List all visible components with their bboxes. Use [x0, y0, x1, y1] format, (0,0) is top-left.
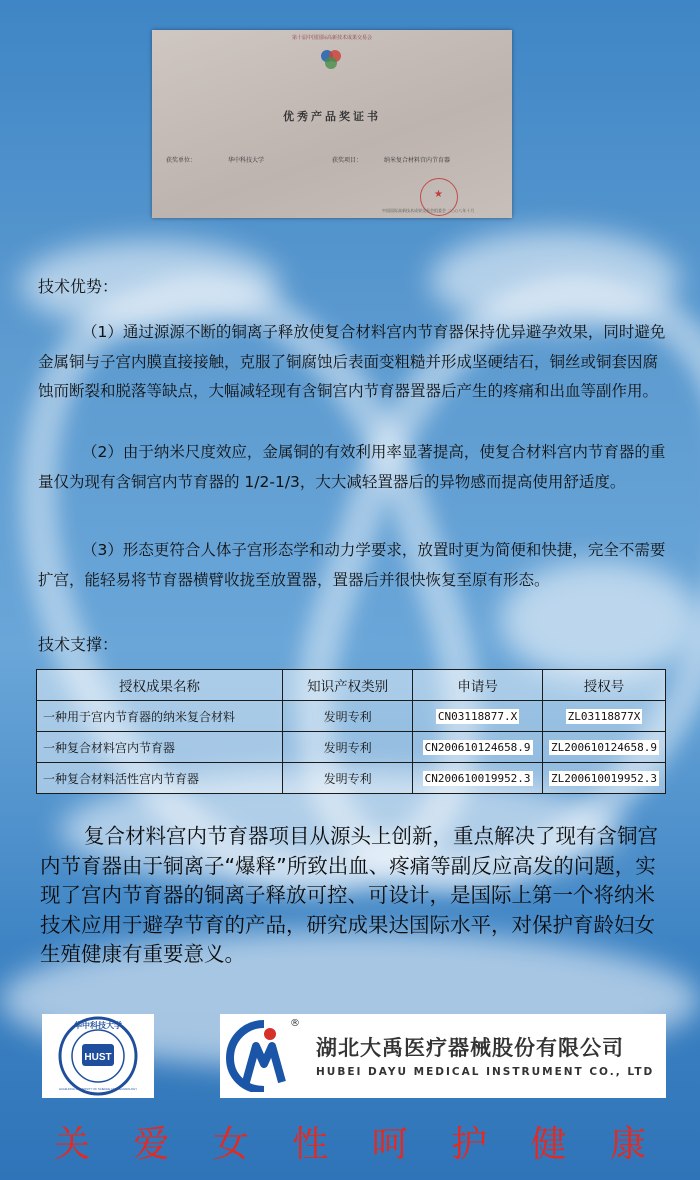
- slogan-char: 性: [292, 1124, 329, 1165]
- award-certificate: [152, 30, 512, 218]
- table-header-row: [37, 670, 666, 701]
- patent-category: 发明专利: [283, 701, 413, 732]
- certificate-title: 优秀产品奖证书: [283, 110, 381, 123]
- support-heading: 技术支撑：: [38, 635, 119, 654]
- grant-number-cell: [543, 701, 666, 732]
- fair-logo-icon: [319, 48, 343, 70]
- patent-category: 发明专利: [283, 732, 413, 763]
- application-number-cell: [413, 701, 543, 732]
- grant-number: ZL03118877X: [567, 710, 641, 723]
- slogan-char: 护: [451, 1124, 488, 1165]
- grant-number-cell: [543, 732, 666, 763]
- dayu-emblem-icon: [226, 1020, 302, 1092]
- application-number-cell: [413, 763, 543, 794]
- slogan-char: 关: [54, 1124, 91, 1165]
- hust-name-en: HUAZHONG UNIVERSITY OF SCIENCE AND TECHNOLOGY: [58, 1087, 138, 1091]
- certificate-project-value: 纳米复合材料宫内节育器: [384, 157, 451, 164]
- company-name: 湖北大禹医疗器械股份有限公司: [316, 1036, 624, 1060]
- certificate-unit-label: 获奖单位：: [166, 157, 197, 164]
- grant-number: ZL200610019952.3: [551, 772, 657, 785]
- slogan-char: 女: [212, 1124, 249, 1165]
- slogan-char: 健: [530, 1124, 567, 1165]
- company-name-en: HUBEI DAYU MEDICAL INSTRUMENT CO., LTD: [316, 1066, 655, 1078]
- certificate-unit-value: 华中科技大学: [228, 157, 265, 164]
- table-row: [37, 732, 666, 763]
- patent-category: 发明专利: [283, 763, 413, 794]
- grant-number-cell: [543, 763, 666, 794]
- hust-name-cn: 华中科技大学: [74, 1020, 122, 1030]
- registered-mark: ®: [290, 1018, 300, 1029]
- advantage-item-1: （1）通过源源不断的铜离子释放使复合材料宫内节育器保持优异避孕效果，同时避免金属铜与子宫内膜直接接触，克服了铜腐蚀后表面变粗糙并形成坚硬结石，铜丝或铜套因腐蚀而断裂和脱落等缺点，大幅减轻现有含铜宫内节育器置器后产生的疼痛和出血等副作用。: [38, 323, 666, 400]
- column-header: 知识产权类别: [283, 670, 413, 701]
- slogan: [0, 1122, 700, 1168]
- certificate-header: 第十届中国国际高新技术成果交易会: [291, 35, 372, 41]
- summary-paragraph: 复合材料宫内节育器项目从源头上创新，重点解决了现有含铜宫内节育器由于铜离子“爆释”所致出血、疼痛等副反应高发的问题，实现了宫内节育器的铜离子释放可控、可设计，是国际上第一个将纳米技术应用于避孕节育的产品，研究成果达国际水平，对保护育龄妇女生殖健康有重要意义。: [40, 824, 658, 966]
- certificate-issuer: 中国国际高新技术成果交易会组委会 二○○八年十月: [382, 208, 475, 213]
- advantage-item-3: （3）形态更符合人体子宫形态学和动力学要求，放置时更为简便和快捷，完全不需要扩宫，能轻易将节育器横臂收拢至放置器，置器后并很快恢复至原有形态。: [38, 541, 666, 589]
- grant-number: ZL200610124658.9: [551, 741, 657, 754]
- hust-emblem-icon: [42, 1014, 154, 1098]
- application-number: CN03118877.X: [437, 710, 518, 723]
- certificate-project-label: 获奖项目：: [332, 157, 363, 164]
- patent-name: 一种复合材料宫内节育器: [37, 732, 283, 763]
- advantages-heading: 技术优势：: [38, 277, 119, 296]
- patent-name: 一种复合材料活性宫内节育器: [37, 763, 283, 794]
- application-number-cell: [413, 732, 543, 763]
- patent-table: [36, 669, 666, 794]
- patent-name: 一种用于宫内节育器的纳米复合材料: [37, 701, 283, 732]
- slogan-char: 康: [609, 1124, 646, 1165]
- dayu-logo: [220, 1014, 666, 1098]
- column-header: 授权号: [543, 670, 666, 701]
- slogan-char: 爱: [133, 1124, 170, 1165]
- hust-logo: [42, 1014, 154, 1098]
- column-header: 申请号: [413, 670, 543, 701]
- column-header: 授权成果名称: [37, 670, 283, 701]
- slogan-char: 呵: [371, 1124, 408, 1165]
- table-row: [37, 701, 666, 732]
- advantage-item-2: （2）由于纳米尺度效应，金属铜的有效利用率显著提高，使复合材料宫内节育器的重量仅为现有含铜宫内节育器的 1/2-1/3，大大减轻置器后的异物感而提高使用舒适度。: [38, 443, 666, 491]
- application-number: CN200610019952.3: [424, 772, 531, 785]
- table-row: [37, 763, 666, 794]
- star-icon: ★: [434, 189, 443, 200]
- application-number: CN200610124658.9: [424, 741, 531, 754]
- hust-emblem-text: HUST: [84, 1052, 112, 1063]
